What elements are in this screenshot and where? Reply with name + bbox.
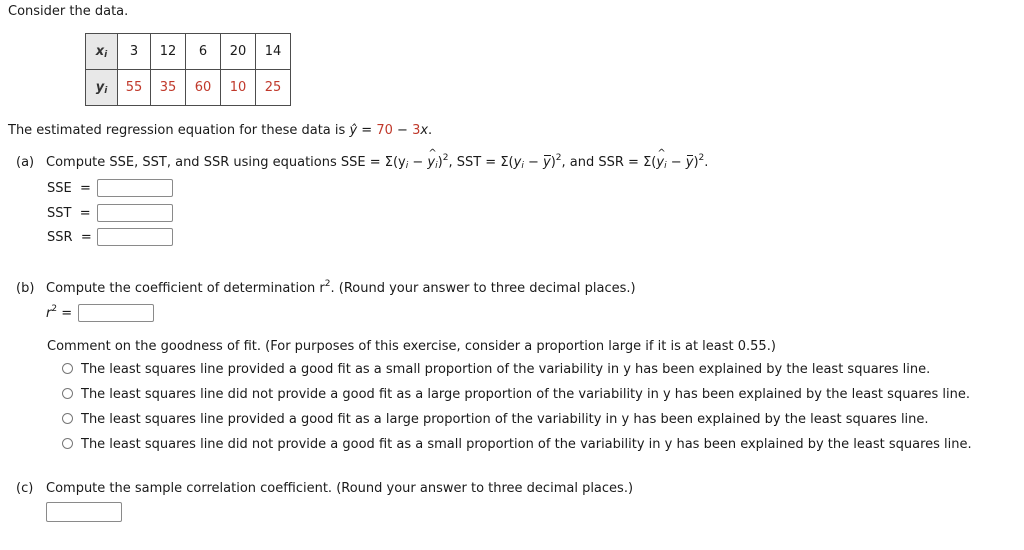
y-cell: 55: [118, 70, 151, 106]
period: .: [428, 123, 433, 138]
regression-prefix: The estimated regression equation for these data is: [8, 123, 346, 138]
y-cell: 35: [151, 70, 186, 106]
equals-sign: =: [361, 123, 373, 138]
problem-prompt: Consider the data.: [8, 4, 129, 19]
part-b-label: (b): [16, 281, 35, 296]
sse-input[interactable]: [97, 179, 173, 197]
x-cell: 14: [256, 34, 291, 70]
sst-input[interactable]: [97, 204, 173, 222]
part-b-question: Compute the coefficient of determination $r^2$. (Round your answer to three decimal places.): [46, 279, 636, 296]
x-cell: 20: [221, 34, 256, 70]
slope-value: 3: [412, 123, 421, 138]
x-cell: 12: [151, 34, 186, 70]
y-cell: 60: [186, 70, 221, 106]
y-cell: 10: [221, 70, 256, 106]
part-c-label: (c): [16, 481, 34, 496]
part-a-question: Compute SSE, SST, and SSR using equations SSE = $\Sigma(y_i$ − ^ $y_i)^2$, SST = $\Sigma(y_i - y)^2$, and SSR = Σ(^ $y_i - y)^2$.: [46, 155, 708, 170]
option-radio-1[interactable]: [62, 363, 73, 374]
part-a-label: (a): [16, 155, 35, 170]
option-label-3[interactable]: The least squares line provided a good fit as a large proportion of the variability in y has been explained by the least squares line.: [81, 412, 929, 427]
r2-label: $r^2$ =: [46, 304, 73, 321]
x-variable: x: [420, 123, 429, 138]
y-row: [86, 70, 291, 106]
regression-statement: [8, 123, 432, 138]
option-label-1[interactable]: The least squares line provided a good fit as a small proportion of the variability in y has been explained by the least squares line.: [81, 362, 931, 377]
sst-label: SST =: [47, 206, 91, 221]
option-radio-3[interactable]: [62, 413, 73, 424]
y-header: $y_i$: [86, 70, 118, 106]
x-row: [86, 34, 291, 70]
option-label-4[interactable]: The least squares line did not provide a good fit as a small proportion of the variability in y has been explained by the least squares line.: [81, 437, 972, 452]
part-a-text: Compute SSE, SST, and SSR using equations SSE = Σ(y: [46, 155, 406, 170]
option-label-2[interactable]: The least squares line did not provide a good fit as a large proportion of the variability in y has been explained by the least squares line.: [81, 387, 970, 402]
x-cell: 6: [186, 34, 221, 70]
option-radio-4[interactable]: [62, 438, 73, 449]
part-b-text: Compute the coefficient of determination r: [46, 281, 325, 296]
yhat-symbol: ŷ: [349, 123, 358, 138]
part-b-suffix: . (Round your answer to three decimal places.): [330, 281, 636, 296]
r2-input[interactable]: [78, 304, 154, 322]
x-cell: 3: [118, 34, 151, 70]
option-radio-2[interactable]: [62, 388, 73, 399]
data-table: [85, 33, 291, 106]
y-cell: 25: [256, 70, 291, 106]
part-c-question: Compute the sample correlation coefficient. (Round your answer to three decimal places.): [46, 481, 634, 496]
intercept-value: 70: [376, 123, 393, 138]
correlation-input[interactable]: [46, 502, 122, 522]
ssr-label: SSR =: [47, 230, 92, 245]
ssr-input[interactable]: [97, 228, 173, 246]
x-header: $x_i$: [86, 34, 118, 70]
minus-sign: −: [397, 123, 408, 138]
comment-prompt: Comment on the goodness of fit. (For purposes of this exercise, consider a proportion large if it is at least 0.55.): [47, 339, 776, 354]
sse-label: SSE =: [47, 181, 91, 196]
